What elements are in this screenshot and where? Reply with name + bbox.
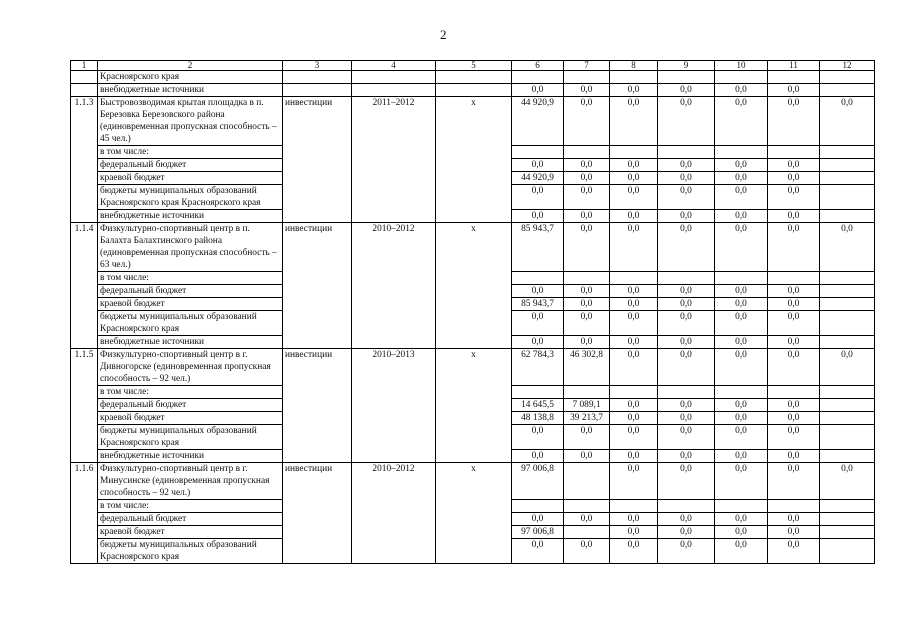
- value-cell: [658, 386, 715, 399]
- value-cell: 0,0: [610, 210, 658, 223]
- value-cell: [564, 272, 610, 285]
- value-cell: 0,0: [768, 399, 820, 412]
- item-type: инвестиции: [283, 223, 352, 349]
- source-label: федеральный бюджет: [98, 399, 283, 412]
- column-header: 12: [820, 61, 875, 71]
- item-mark: х: [436, 97, 512, 223]
- source-label: внебюджетные источники: [98, 84, 283, 97]
- item-mark: х: [436, 223, 512, 349]
- item-type: инвестиции: [283, 97, 352, 223]
- item-period: 2011–2012: [352, 97, 436, 223]
- value-cell: 0,0: [610, 399, 658, 412]
- column-header: 6: [512, 61, 564, 71]
- value-cell: [564, 500, 610, 513]
- value-cell: 0,0: [564, 210, 610, 223]
- value-cell: 48 138,8: [512, 412, 564, 425]
- value-cell: 0,0: [715, 210, 768, 223]
- empty-cell: [820, 298, 875, 311]
- source-label: Красноярского края: [98, 71, 283, 84]
- value-cell: 0,0: [768, 425, 820, 450]
- value-cell: 0,0: [768, 336, 820, 349]
- value-cell: 0,0: [610, 526, 658, 539]
- value-cell: 0,0: [512, 539, 564, 564]
- value-cell: 0,0: [658, 526, 715, 539]
- value-cell: 0,0: [512, 450, 564, 463]
- value-cell: 0,0: [564, 285, 610, 298]
- value-cell: 0,0: [512, 336, 564, 349]
- empty-cell: [820, 450, 875, 463]
- value-cell: 0,0: [715, 349, 768, 386]
- value-cell: [658, 71, 715, 84]
- value-cell: 85 943,7: [512, 223, 564, 272]
- source-label: федеральный бюджет: [98, 159, 283, 172]
- empty-cell: [283, 84, 352, 97]
- empty-cell: [820, 526, 875, 539]
- value-cell: 0,0: [658, 159, 715, 172]
- value-cell: [715, 386, 768, 399]
- value-cell: 0,0: [564, 311, 610, 336]
- value-cell: [610, 71, 658, 84]
- value-cell: 0,0: [512, 84, 564, 97]
- empty-cell: [820, 71, 875, 84]
- value-cell: 0,0: [564, 513, 610, 526]
- value-cell: 0,0: [658, 412, 715, 425]
- continuation-row: [71, 84, 875, 97]
- value-cell: 0,0: [715, 463, 768, 500]
- source-label: бюджеты муниципальных образований Красноярского края Красноярского края: [98, 185, 283, 210]
- empty-cell: [352, 71, 436, 84]
- column-header: 3: [283, 61, 352, 71]
- value-cell: 0,0: [658, 285, 715, 298]
- value-cell: 0,0: [610, 450, 658, 463]
- value-cell: [610, 386, 658, 399]
- value-cell: 44 920,9: [512, 97, 564, 146]
- value-cell: 97 006,8: [512, 463, 564, 500]
- item-row: [71, 223, 875, 272]
- value-cell: 0,0: [768, 539, 820, 564]
- header-row: [71, 61, 875, 71]
- value-cell: 0,0: [658, 336, 715, 349]
- value-cell: 0,0: [564, 336, 610, 349]
- empty-cell: [820, 386, 875, 399]
- value-cell: 0,0: [658, 97, 715, 146]
- item-period: 2010–2013: [352, 349, 436, 463]
- value-cell: 0,0: [610, 185, 658, 210]
- source-label: внебюджетные источники: [98, 450, 283, 463]
- value-cell: 0,0: [715, 526, 768, 539]
- value-cell: 0,0: [768, 223, 820, 272]
- empty-cell: [820, 185, 875, 210]
- empty-cell: [820, 285, 875, 298]
- empty-cell: [820, 84, 875, 97]
- value-cell: 0,0: [768, 84, 820, 97]
- empty-cell: [820, 172, 875, 185]
- value-cell: 0,0: [610, 223, 658, 272]
- value-cell: 7 089,1: [564, 399, 610, 412]
- empty-cell: [820, 159, 875, 172]
- empty-cell: [820, 336, 875, 349]
- value-cell: 0,0: [768, 97, 820, 146]
- value-cell: 0,0: [820, 463, 875, 500]
- value-cell: 14 645,5: [512, 399, 564, 412]
- value-cell: 0,0: [768, 526, 820, 539]
- column-header: 7: [564, 61, 610, 71]
- value-cell: 0,0: [768, 463, 820, 500]
- value-cell: 0,0: [658, 399, 715, 412]
- value-cell: 0,0: [820, 97, 875, 146]
- item-number: 1.1.5: [71, 349, 98, 463]
- source-label: бюджеты муниципальных образований Красноярского края: [98, 425, 283, 450]
- value-cell: [768, 500, 820, 513]
- value-cell: 0,0: [715, 172, 768, 185]
- empty-cell: [820, 539, 875, 564]
- source-label: в том числе:: [98, 500, 283, 513]
- value-cell: 0,0: [658, 463, 715, 500]
- column-header: 2: [98, 61, 283, 71]
- value-cell: 0,0: [820, 349, 875, 386]
- value-cell: 0,0: [610, 298, 658, 311]
- value-cell: 0,0: [768, 311, 820, 336]
- value-cell: 0,0: [715, 336, 768, 349]
- source-label: краевой бюджет: [98, 412, 283, 425]
- value-cell: 0,0: [610, 285, 658, 298]
- item-type: инвестиции: [283, 349, 352, 463]
- value-cell: 0,0: [715, 159, 768, 172]
- empty-cell: [436, 71, 512, 84]
- value-cell: 0,0: [768, 450, 820, 463]
- item-title: Физкультурно-спортивный центр в п. Балахта Балахтинского района (единовременная пропускная способность – 63 чел.): [98, 223, 283, 272]
- item-title: Физкультурно-спортивный центр в г. Дивногорске (единовременная пропускная способность – 92 чел.): [98, 349, 283, 386]
- value-cell: 0,0: [715, 285, 768, 298]
- column-header: 9: [658, 61, 715, 71]
- value-cell: 0,0: [715, 298, 768, 311]
- value-cell: 0,0: [768, 172, 820, 185]
- value-cell: [610, 500, 658, 513]
- value-cell: 0,0: [564, 223, 610, 272]
- value-cell: 0,0: [512, 311, 564, 336]
- value-cell: 0,0: [512, 285, 564, 298]
- continuation-row: [71, 71, 875, 84]
- value-cell: 62 784,3: [512, 349, 564, 386]
- value-cell: 0,0: [610, 349, 658, 386]
- source-label: бюджеты муниципальных образований Красноярского края: [98, 539, 283, 564]
- value-cell: [512, 146, 564, 159]
- value-cell: [658, 146, 715, 159]
- value-cell: 0,0: [768, 210, 820, 223]
- value-cell: [658, 500, 715, 513]
- value-cell: 0,0: [610, 84, 658, 97]
- value-cell: [768, 272, 820, 285]
- value-cell: 0,0: [610, 539, 658, 564]
- value-cell: 0,0: [768, 513, 820, 526]
- value-cell: 0,0: [610, 97, 658, 146]
- value-cell: 0,0: [610, 336, 658, 349]
- value-cell: 0,0: [658, 513, 715, 526]
- value-cell: 0,0: [658, 311, 715, 336]
- empty-cell: [283, 71, 352, 84]
- item-type: инвестиции: [283, 463, 352, 564]
- item-number: 1.1.6: [71, 463, 98, 564]
- column-header: 4: [352, 61, 436, 71]
- source-label: в том числе:: [98, 272, 283, 285]
- column-header: 1: [71, 61, 98, 71]
- value-cell: [715, 71, 768, 84]
- empty-cell: [820, 311, 875, 336]
- value-cell: 0,0: [715, 399, 768, 412]
- value-cell: [768, 146, 820, 159]
- empty-cell: [436, 84, 512, 97]
- value-cell: [564, 463, 610, 500]
- value-cell: 0,0: [564, 159, 610, 172]
- value-cell: 85 943,7: [512, 298, 564, 311]
- value-cell: 39 213,7: [564, 412, 610, 425]
- value-cell: 0,0: [768, 185, 820, 210]
- value-cell: 0,0: [715, 185, 768, 210]
- item-number: 1.1.4: [71, 223, 98, 349]
- value-cell: [768, 71, 820, 84]
- value-cell: [564, 71, 610, 84]
- value-cell: 0,0: [564, 172, 610, 185]
- value-cell: 0,0: [715, 223, 768, 272]
- item-mark: х: [436, 349, 512, 463]
- value-cell: [610, 272, 658, 285]
- source-label: бюджеты муниципальных образований Красноярского края: [98, 311, 283, 336]
- source-label: краевой бюджет: [98, 526, 283, 539]
- value-cell: 0,0: [610, 425, 658, 450]
- value-cell: [512, 272, 564, 285]
- item-period: 2010–2012: [352, 223, 436, 349]
- value-cell: 0,0: [768, 285, 820, 298]
- empty-cell: [71, 71, 98, 84]
- empty-cell: [820, 500, 875, 513]
- value-cell: 0,0: [512, 513, 564, 526]
- source-label: краевой бюджет: [98, 172, 283, 185]
- item-row: [71, 349, 875, 386]
- column-header: 8: [610, 61, 658, 71]
- value-cell: 0,0: [564, 539, 610, 564]
- value-cell: 0,0: [768, 349, 820, 386]
- value-cell: [610, 146, 658, 159]
- value-cell: [512, 500, 564, 513]
- source-label: краевой бюджет: [98, 298, 283, 311]
- value-cell: 46 302,8: [564, 349, 610, 386]
- value-cell: 0,0: [564, 298, 610, 311]
- value-cell: 0,0: [564, 97, 610, 146]
- source-label: в том числе:: [98, 386, 283, 399]
- empty-cell: [820, 513, 875, 526]
- value-cell: 0,0: [658, 84, 715, 97]
- value-cell: [715, 500, 768, 513]
- value-cell: 0,0: [512, 185, 564, 210]
- value-cell: 0,0: [715, 513, 768, 526]
- value-cell: 0,0: [658, 298, 715, 311]
- value-cell: [512, 386, 564, 399]
- value-cell: 0,0: [715, 97, 768, 146]
- item-title: Физкультурно-спортивный центр в г. Минусинске (единовременная пропускная способность – 92 чел.): [98, 463, 283, 500]
- value-cell: [715, 272, 768, 285]
- value-cell: 0,0: [564, 185, 610, 210]
- source-label: внебюджетные источники: [98, 336, 283, 349]
- source-label: федеральный бюджет: [98, 513, 283, 526]
- value-cell: 0,0: [715, 311, 768, 336]
- value-cell: 0,0: [715, 539, 768, 564]
- item-title: Быстровозводимая крытая площадка в п. Березовка Березовского района (единовременная пропускная способность – 45 чел.): [98, 97, 283, 146]
- value-cell: [564, 526, 610, 539]
- empty-cell: [820, 146, 875, 159]
- value-cell: 0,0: [768, 412, 820, 425]
- value-cell: 0,0: [768, 159, 820, 172]
- value-cell: 0,0: [564, 425, 610, 450]
- empty-cell: [71, 84, 98, 97]
- value-cell: 0,0: [715, 84, 768, 97]
- value-cell: [768, 386, 820, 399]
- value-cell: 0,0: [610, 513, 658, 526]
- value-cell: [512, 71, 564, 84]
- value-cell: 0,0: [715, 450, 768, 463]
- value-cell: 0,0: [610, 159, 658, 172]
- column-header: 5: [436, 61, 512, 71]
- item-row: [71, 97, 875, 146]
- source-label: внебюджетные источники: [98, 210, 283, 223]
- value-cell: 0,0: [715, 412, 768, 425]
- item-mark: х: [436, 463, 512, 564]
- value-cell: 0,0: [564, 84, 610, 97]
- column-header: 10: [715, 61, 768, 71]
- value-cell: 0,0: [564, 450, 610, 463]
- value-cell: 44 920,9: [512, 172, 564, 185]
- value-cell: 0,0: [658, 450, 715, 463]
- value-cell: [715, 146, 768, 159]
- source-label: в том числе:: [98, 146, 283, 159]
- empty-cell: [820, 399, 875, 412]
- value-cell: 0,0: [715, 425, 768, 450]
- value-cell: 0,0: [658, 539, 715, 564]
- empty-cell: [820, 412, 875, 425]
- value-cell: 0,0: [610, 172, 658, 185]
- item-period: 2010–2012: [352, 463, 436, 564]
- empty-cell: [820, 210, 875, 223]
- value-cell: 0,0: [512, 210, 564, 223]
- value-cell: 0,0: [658, 210, 715, 223]
- value-cell: [564, 146, 610, 159]
- value-cell: 0,0: [820, 223, 875, 272]
- value-cell: 0,0: [610, 412, 658, 425]
- empty-cell: [352, 84, 436, 97]
- empty-cell: [820, 425, 875, 450]
- budget-table: [70, 60, 875, 564]
- value-cell: 0,0: [658, 172, 715, 185]
- value-cell: [658, 272, 715, 285]
- value-cell: 0,0: [658, 185, 715, 210]
- page-number: 2: [440, 27, 447, 42]
- value-cell: 0,0: [658, 425, 715, 450]
- value-cell: 0,0: [768, 298, 820, 311]
- value-cell: 0,0: [512, 425, 564, 450]
- value-cell: [564, 386, 610, 399]
- value-cell: 97 006,8: [512, 526, 564, 539]
- item-number: 1.1.3: [71, 97, 98, 223]
- value-cell: 0,0: [658, 223, 715, 272]
- value-cell: 0,0: [658, 349, 715, 386]
- empty-cell: [820, 272, 875, 285]
- source-label: федеральный бюджет: [98, 285, 283, 298]
- value-cell: 0,0: [610, 463, 658, 500]
- value-cell: 0,0: [610, 311, 658, 336]
- item-row: [71, 463, 875, 500]
- column-header: 11: [768, 61, 820, 71]
- value-cell: 0,0: [512, 159, 564, 172]
